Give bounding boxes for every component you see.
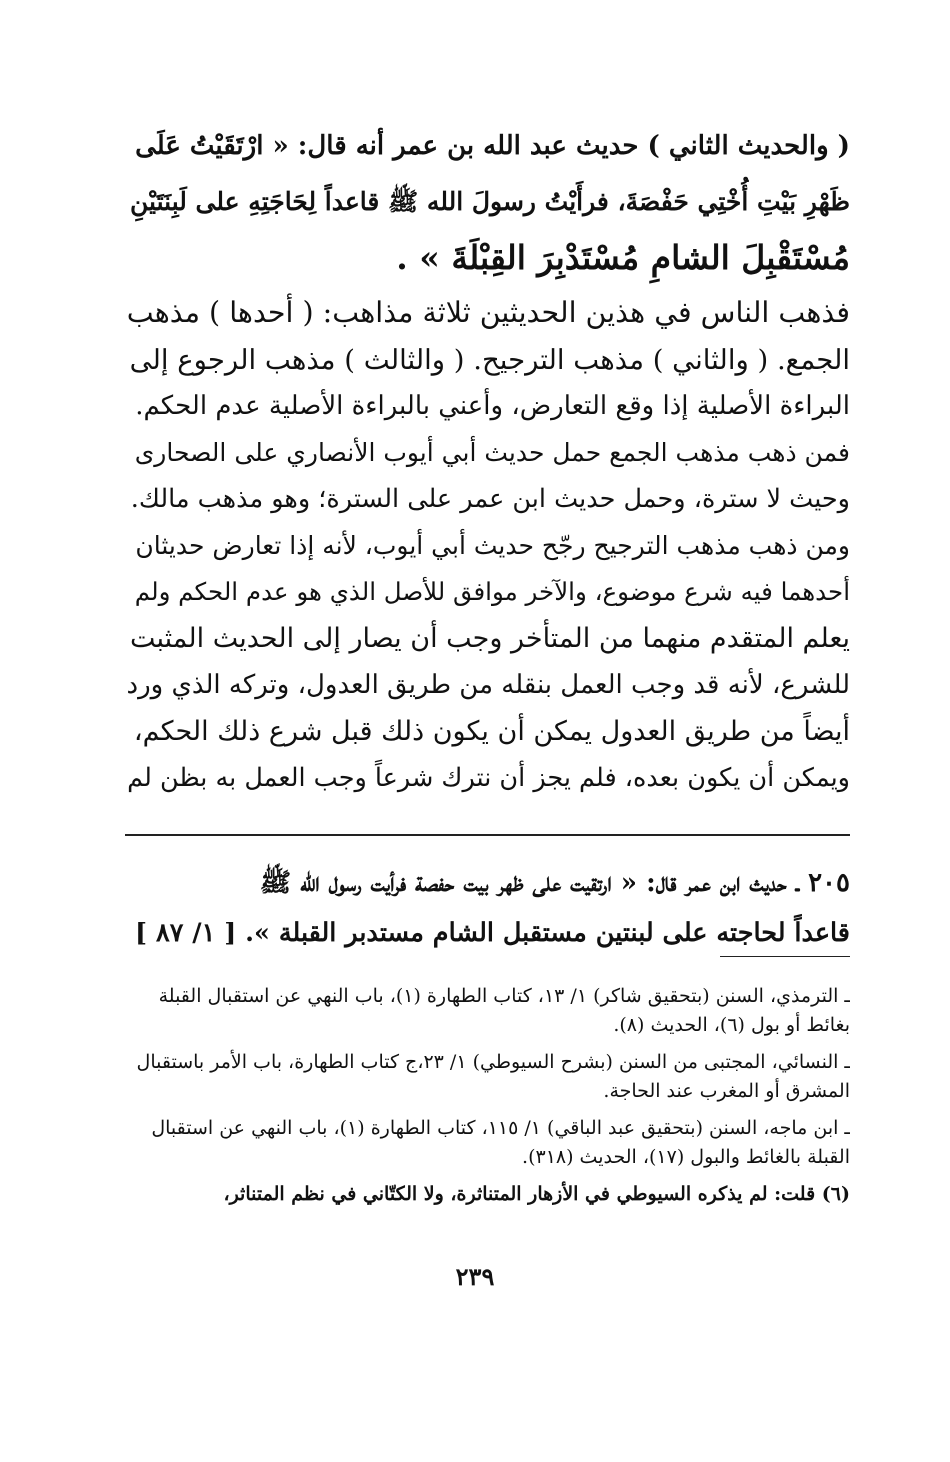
references-list — [125, 982, 850, 1209]
hadith-line: ( والحديث الثاني ) حديث عبد الله بن عمر أنه قال: « ارْتَقَيْتُ عَلَى — [135, 131, 850, 161]
hadith-line: ظَهْرِ بَيْتِ أُخْتِي حَفْصَةَ، فرأَيْتُ رسولَ الله ﷺ قاعداً لِحَاجَتِهِ على لَبِنَتَيْنِ — [130, 187, 850, 216]
body-line: الجمع. ( والثاني ) مذهب الترجيح. ( والثالث ) مذهب الرجوع إلى — [129, 343, 850, 376]
hadith-text — [125, 118, 850, 286]
body-line: ومن ذهب مذهب الترجيح رجّح حديث أبي أيوب، لأنه إذا تعارض حديثان — [135, 530, 850, 560]
body-line: أحدهما فيه شرع موضوع، والآخر موافق للأصل الذي هو عدم الحكم ولم — [134, 577, 850, 606]
body-line: فذهب الناس في هذين الحديثين ثلاثة مذاهب: ( أحدها ) مذهب — [126, 296, 850, 329]
footnote-divider — [125, 834, 850, 836]
footnote-hadith-line: ٢٠٥ ـ حديث ابن عمر قال: « ارتقيت على ظهر بيت حفصة فرأيت رسول الله ﷺ — [259, 868, 850, 898]
body-paragraph — [125, 290, 850, 802]
references-divider — [720, 956, 850, 957]
reference-line: ـ الترمذي، السنن (بتحقيق شاكر) ١/ ١٣، كتاب الطهارة (١)، باب النهي عن استقبال القبلة — [158, 985, 850, 1007]
reference-line: المشرق أو المغرب عند الحاجة. — [603, 1080, 850, 1102]
reference-ibn-majah — [125, 1114, 850, 1172]
reference-line: القبلة بالغائط والبول (١٧)، الحديث (٣١٨). — [522, 1146, 850, 1168]
body-line: وحيث لا سترة، وحمل حديث ابن عمر على السترة؛ وهو مذهب مالك. — [130, 484, 850, 514]
footnote-note-6: (٦) قلت: لم يذكره السيوطي في الأزهار المتناثرة، ولا الكتّاني في نظم المتناثر، — [223, 1183, 850, 1205]
page-number: ٢٣٩ — [455, 1262, 495, 1291]
body-line: البراءة الأصلية إذا وقع التعارض، وأعني بالبراءة الأصلية عدم الحكم. — [135, 391, 850, 421]
footnote-hadith — [125, 858, 850, 958]
footnote-hadith-line: قاعداً لحاجته على لبنتين مستقبل الشام مستدبر القبلة ». [ ١/ ٨٧ ] — [135, 918, 850, 948]
body-line: فمن ذهب مذهب الجمع حمل حديث أبي أيوب الأنصاري على الصحارى — [134, 437, 850, 467]
body-line: ويمكن أن يكون بعده، فلم يجز أن نترك شرعاً وجب العمل به بظن لم — [127, 763, 850, 793]
reference-line: ـ ابن ماجه، السنن (بتحقيق عبد الباقي) ١/ ١١٥، كتاب الطهارة (١)، باب النهي عن استقبال — [151, 1117, 850, 1139]
reference-line: ـ النسائي، المجتبى من السنن (بشرح السيوطي) ١/ ٢٣،ج كتاب الطهارة، باب الأمر باستقبال — [136, 1051, 850, 1073]
body-line: للشرع، لأنه قد وجب العمل بنقله من طريق العدول، وتركه الذي ورد — [126, 670, 850, 700]
hadith-line: مُسْتَقْبِلَ الشامِ مُسْتَدْبِرَ القِبْلَةَ » . — [396, 238, 850, 277]
reference-tirmidhi — [125, 982, 850, 1040]
reference-nasai — [125, 1048, 850, 1106]
body-line: يعلم المتقدم منهما من المتأخر وجب أن يصار إلى الحديث المثبت — [129, 622, 850, 654]
body-line: أيضاً من طريق العدول يمكن أن يكون ذلك قبل شرع ذلك الحكم، — [133, 715, 850, 747]
reference-line: بغائط أو بول (٦)، الحديث (٨). — [613, 1014, 850, 1036]
